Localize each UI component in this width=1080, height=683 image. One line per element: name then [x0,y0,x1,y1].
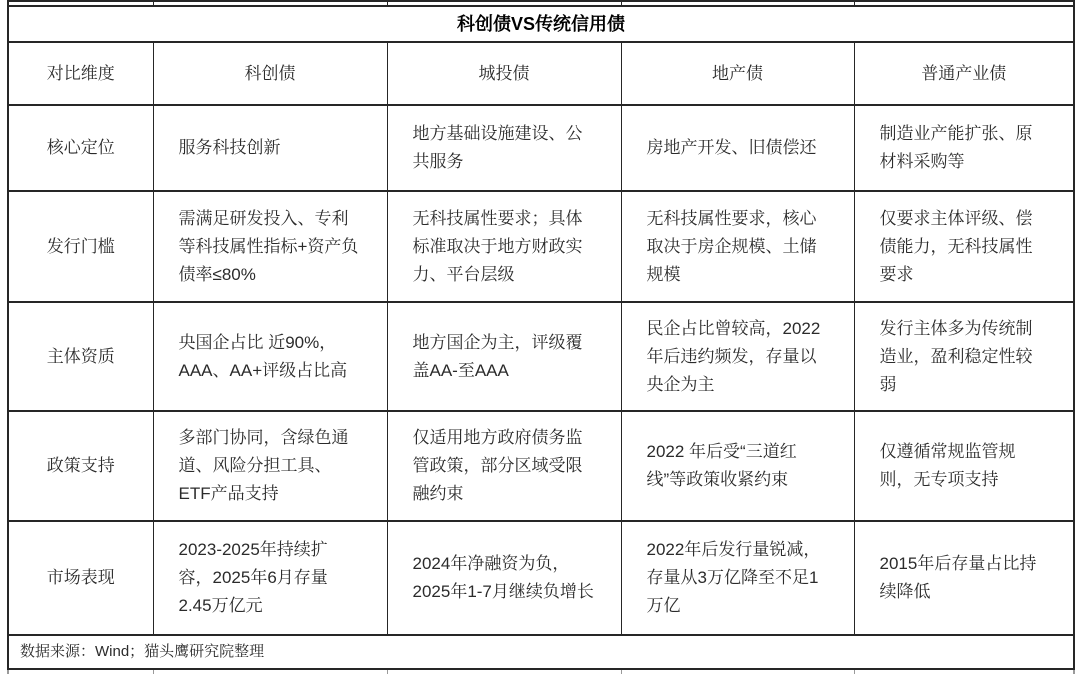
table-row-issuer-quality [8,302,1074,411]
data-source-note: 数据来源：Wind；猫头鹰研究院整理 [8,635,1074,669]
table-row-core-positioning [8,105,1074,191]
row-label-issuance-threshold: 发行门槛 [8,191,153,302]
table-cell: 房地产开发、旧债偿还 [621,105,854,191]
column-header-dimension: 对比维度 [8,42,153,105]
footer-row [8,635,1074,669]
table-cell: 仅适用地方政府债务监管政策，部分区域受限融约束 [387,411,621,521]
cropped-cell [8,669,153,674]
table-cell: 2022年后发行量锐减，存量从3万亿降至不足1万亿 [621,521,854,635]
row-label-issuer-quality: 主体资质 [8,302,153,411]
table-cell: 需满足研发投入、专利等科技属性指标+资产负债率≤80% [153,191,387,302]
table-cell: 无科技属性要求，核心取决于房企规模、土储规模 [621,191,854,302]
table-cell: 2015年后存量占比持续降低 [854,521,1074,635]
table-row-issuance-threshold [8,191,1074,302]
table-row-policy-support [8,411,1074,521]
cropped-row-bottom [8,669,1074,674]
row-label-policy-support: 政策支持 [8,411,153,521]
table-cell: 仅要求主体评级、偿债能力，无科技属性要求 [854,191,1074,302]
row-label-core-positioning: 核心定位 [8,105,153,191]
table-cell: 地方国企为主，评级覆盖AA-至AAA [387,302,621,411]
column-header-real-estate-bond: 地产债 [621,42,854,105]
column-header-industrial-bond: 普通产业债 [854,42,1074,105]
table-cell: 2023-2025年持续扩容，2025年6月存量2.45万亿元 [153,521,387,635]
table-cell: 仅遵循常规监管规则，无专项支持 [854,411,1074,521]
cropped-cell [621,669,854,674]
column-header-chengtou-bond: 城投债 [387,42,621,105]
table-cell: 发行主体多为传统制造业，盈利稳定性较弱 [854,302,1074,411]
table-cell: 2022 年后受“三道红线”等政策收紧约束 [621,411,854,521]
table-title: 科创债VS传统信用债 [8,6,1074,42]
cropped-cell [153,669,387,674]
table-cell: 无科技属性要求；具体标准取决于地方财政实力、平台层级 [387,191,621,302]
table-cell: 服务科技创新 [153,105,387,191]
table-cell: 地方基础设施建设、公共服务 [387,105,621,191]
table-cell: 2024年净融资为负，2025年1-7月继续负增长 [387,521,621,635]
table-cell: 民企占比曾较高，2022年后违约频发，存量以央企为主 [621,302,854,411]
column-header-kechuang-bond: 科创债 [153,42,387,105]
cropped-cell [387,669,621,674]
table-cell: 央国企占比 近90%，AAA、AA+评级占比高 [153,302,387,411]
comparison-table [7,0,1075,674]
table-row-market-performance [8,521,1074,635]
table-cell: 多部门协同，含绿色通道、风险分担工具、ETF产品支持 [153,411,387,521]
header-row [8,42,1074,105]
row-label-market-performance: 市场表现 [8,521,153,635]
table-cell: 制造业产能扩张、原材料采购等 [854,105,1074,191]
title-row [8,6,1074,42]
cropped-cell [854,669,1074,674]
